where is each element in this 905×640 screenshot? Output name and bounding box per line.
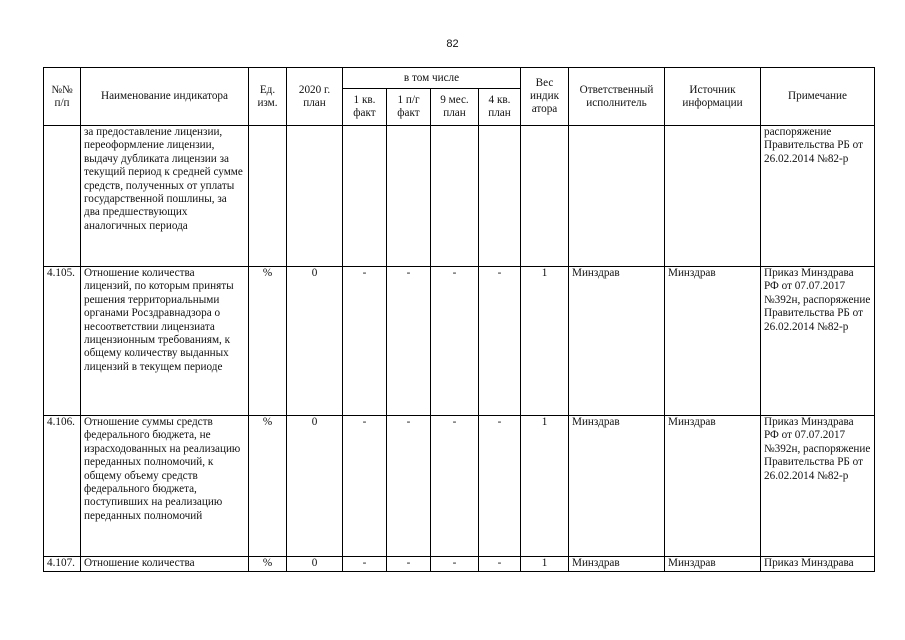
row-note: Приказ Минздрава (761, 557, 875, 572)
row-name: за предоставление лицензии, переоформление лицензии, выдачу дубликата лицензии за текущий период к средней сумме средств, полученных от уплаты государственной пошлины, за два предшествующих аналогичных периода (81, 126, 249, 267)
row-9m: - (431, 267, 479, 416)
row-weight: 1 (521, 267, 569, 416)
row-unit: % (249, 557, 287, 572)
header-num: №№ п/п (44, 68, 81, 126)
row-q4: - (479, 557, 521, 572)
header-9m: 9 мес. план (431, 89, 479, 126)
row-q4: - (479, 267, 521, 416)
row-source: Минздрав (665, 557, 761, 572)
row-num: 4.107. (44, 557, 81, 572)
row-plan (287, 126, 343, 267)
header-h1: 1 п/г факт (387, 89, 431, 126)
row-q4 (479, 126, 521, 267)
row-q1: - (343, 557, 387, 572)
row-num: 4.105. (44, 267, 81, 416)
row-source: Минздрав (665, 267, 761, 416)
header-plan-2020: 2020 г. план (287, 68, 343, 126)
row-source: Минздрав (665, 416, 761, 557)
row-unit (249, 126, 287, 267)
row-q1: - (343, 267, 387, 416)
row-plan: 0 (287, 557, 343, 572)
row-q1 (343, 126, 387, 267)
header-q1: 1 кв. факт (343, 89, 387, 126)
row-name: Отношение количества (81, 557, 249, 572)
header-note: Примечание (761, 68, 875, 126)
row-executor (569, 126, 665, 267)
row-h1: - (387, 416, 431, 557)
row-plan: 0 (287, 267, 343, 416)
header-name: Наименование индикатора (81, 68, 249, 126)
row-note: Приказ Минздрава РФ от 07.07.2017 №392н, распоряжение Правительства РБ от 26.02.2014 №82-р (761, 416, 875, 557)
row-q1: - (343, 416, 387, 557)
row-executor: Минздрав (569, 267, 665, 416)
row-weight: 1 (521, 557, 569, 572)
row-plan: 0 (287, 416, 343, 557)
row-name: Отношение суммы средств федерального бюджета, не израсходованных на реализацию переданных полномочий, к общему объему средств федерального бюджета, поступивших на реализацию переданных полномочий (81, 416, 249, 557)
row-h1 (387, 126, 431, 267)
row-executor: Минздрав (569, 557, 665, 572)
row-h1: - (387, 557, 431, 572)
row-weight (521, 126, 569, 267)
row-9m: - (431, 416, 479, 557)
row-note: распоряжение Правительства РБ от 26.02.2014 №82-р (761, 126, 875, 267)
row-executor: Минздрав (569, 416, 665, 557)
row-9m: - (431, 557, 479, 572)
indicators-table (43, 67, 875, 572)
row-q4: - (479, 416, 521, 557)
table-row (44, 126, 875, 267)
header-q4: 4 кв. план (479, 89, 521, 126)
header-including: в том числе (343, 68, 521, 89)
table-row (44, 267, 875, 416)
row-9m (431, 126, 479, 267)
row-unit: % (249, 416, 287, 557)
row-num: 4.106. (44, 416, 81, 557)
row-num (44, 126, 81, 267)
table-row (44, 557, 875, 572)
row-h1: - (387, 267, 431, 416)
row-source (665, 126, 761, 267)
row-unit: % (249, 267, 287, 416)
row-note: Приказ Минздрава РФ от 07.07.2017 №392н, распоряжение Правительства РБ от 26.02.2014 №82-р (761, 267, 875, 416)
page-number: 82 (446, 38, 459, 50)
header-executor: Ответственный исполнитель (569, 68, 665, 126)
table-row (44, 416, 875, 557)
header-source: Источник информации (665, 68, 761, 126)
row-weight: 1 (521, 416, 569, 557)
header-weight: Вес индик атора (521, 68, 569, 126)
header-unit: Ед. изм. (249, 68, 287, 126)
row-name: Отношение количества лицензий, по которым приняты решения территориальными органами Росздравнадзора о несоответствии лицензиата лицензионным требованиям, к общему количеству выданных лицензий в текущем периоде (81, 267, 249, 416)
